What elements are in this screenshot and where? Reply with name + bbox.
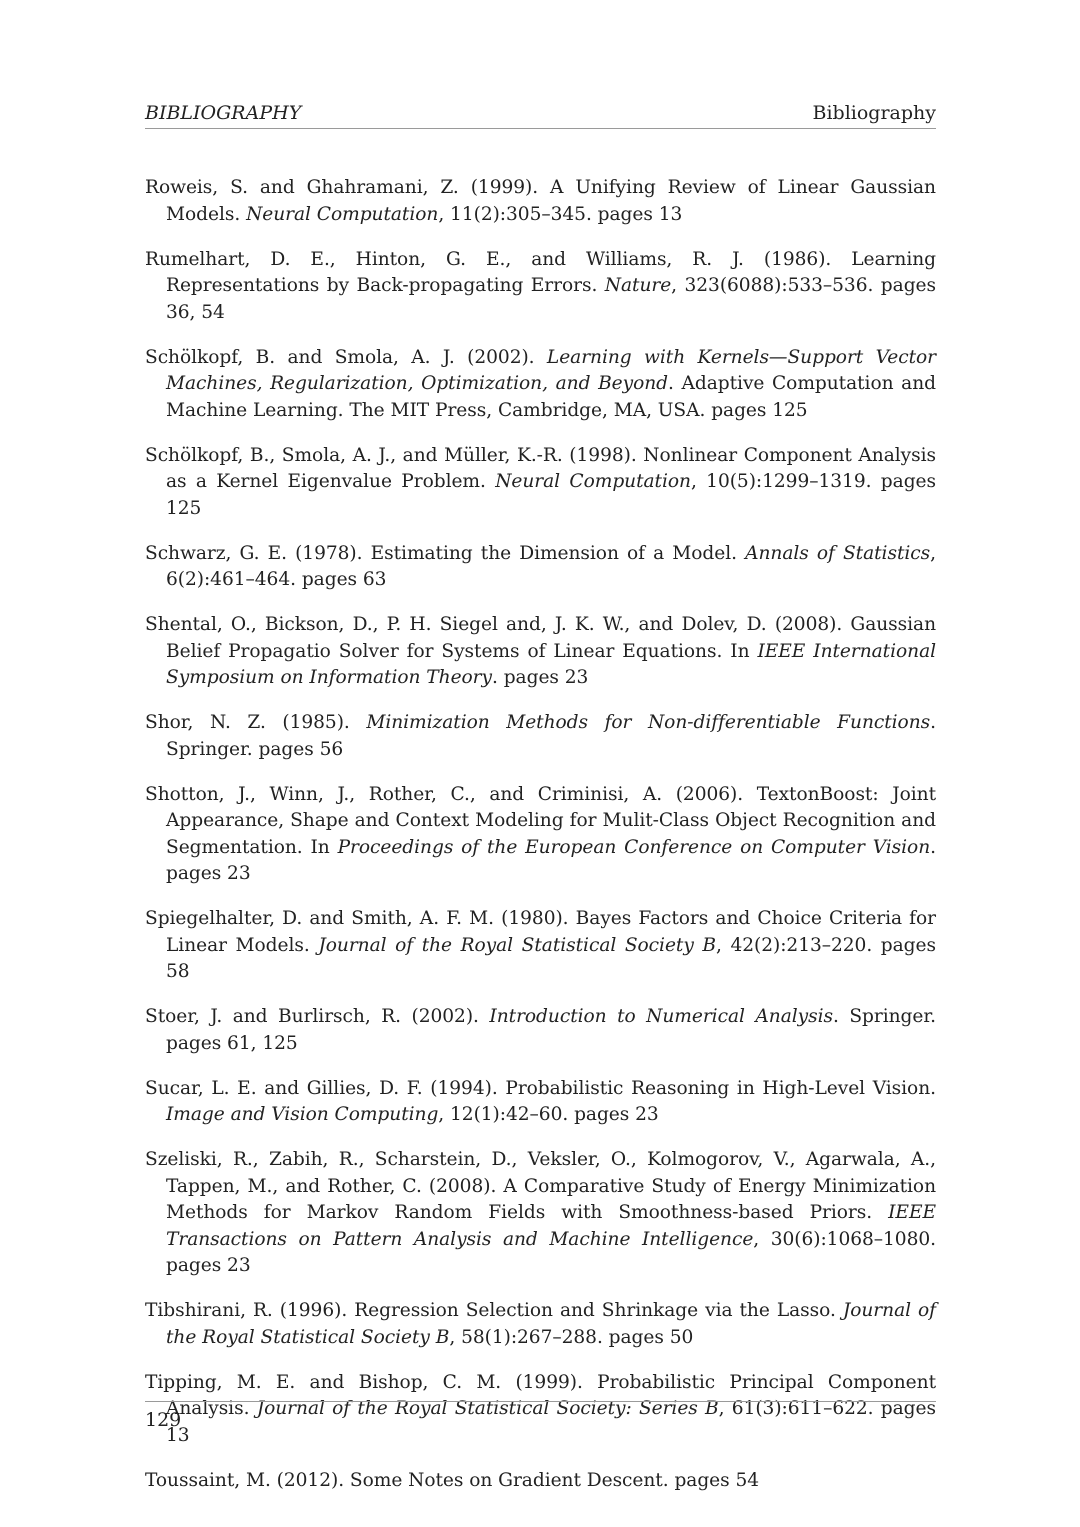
- reference-venue: Neural Computation: [246, 203, 439, 225]
- reference-entry: [145, 1468, 936, 1495]
- running-header: [145, 100, 936, 129]
- reference-venue: Journal of the Royal Statistical Society: Series B: [256, 1398, 719, 1419]
- reference-text: Spiegelhalter, D. and Smith, A. F. M. (1980). Bayes Factors and Choice Criteria for Linear Models.: [145, 908, 936, 956]
- reference-venue: Introduction to Numerical Analysis: [489, 1006, 833, 1027]
- chapter-header-label: BIBLIOGRAPHY: [145, 102, 302, 124]
- reference-entry: [145, 710, 936, 763]
- reference-venue: Learning with Kernels—Support Vector Machines, Regularization, Optimization, and Beyond: [166, 346, 936, 394]
- bibliography-page: [145, 0, 936, 1527]
- reference-entry: [145, 541, 936, 594]
- reference-entry: [145, 1004, 936, 1057]
- page-number: 129: [145, 1409, 182, 1431]
- reference-entry: [145, 906, 936, 986]
- reference-details: . Adaptive Computation and Machine Learning. The MIT Press, Cambridge, MA, USA. pages 125: [166, 373, 936, 421]
- reference-text: Schwarz, G. E. (1978). Estimating the Dimension of a Model.: [145, 542, 746, 564]
- reference-details: . pages 23: [491, 667, 589, 688]
- reference-details: , 10(5):1299–1319. pages 125: [166, 471, 936, 519]
- section-header-label: Bibliography: [812, 102, 936, 124]
- reference-venue: Journal of the Royal Statistical Society B: [318, 934, 716, 956]
- reference-text: Stoer, J. and Burlirsch, R. (2002).: [145, 1006, 490, 1027]
- reference-venue: IEEE International Symposium on Information Theory: [166, 640, 936, 688]
- reference-details: , 11(2):305–345. pages 13: [438, 203, 683, 225]
- reference-venue: IEEE Transactions on Pattern Analysis and Machine Intelligence: [166, 1202, 936, 1250]
- reference-entry: [145, 1298, 936, 1351]
- reference-details: . Springer. pages 56: [166, 712, 936, 760]
- reference-entry: [145, 175, 936, 228]
- reference-text: Toussaint, M. (2012). Some Notes on Gradient Descent. pages 54: [145, 1469, 760, 1491]
- reference-entry: [145, 345, 936, 425]
- reference-details: . pages 23: [166, 836, 936, 884]
- reference-details: . Springer. pages 61, 125: [166, 1006, 937, 1054]
- reference-details: , 6(2):461–464. pages 63: [166, 542, 936, 590]
- reference-text: Shental, O., Bickson, D., P. H. Siegel and, J. K. W., and Dolev, D. (2008). Gaussian Belief Propagatio Solver for Systems of Linear Equations. In: [145, 614, 936, 662]
- reference-venue: Proceedings of the European Conference on Computer Vision: [337, 836, 931, 858]
- reference-venue: Journal of the Royal Statistical Society B: [166, 1300, 936, 1348]
- reference-text: Tipping, M. E. and Bishop, C. M. (1999). Probabilistic Principal Component Analysis.: [145, 1371, 936, 1419]
- reference-text: Tibshirani, R. (1996). Regression Selection and Shrinkage via the Lasso.: [145, 1300, 843, 1321]
- reference-entry: [145, 247, 936, 327]
- reference-details: , 12(1):42–60. pages 23: [438, 1104, 659, 1125]
- reference-entry: [145, 1370, 936, 1450]
- reference-entry: [145, 1147, 936, 1280]
- reference-entry: [145, 612, 936, 692]
- reference-details: , 323(6088):533–536. pages 36, 54: [166, 275, 936, 323]
- reference-details: , 42(2):213–220. pages 58: [166, 934, 936, 982]
- reference-venue: Annals of Statistics: [745, 542, 931, 564]
- reference-text: Sucar, L. E. and Gillies, D. F. (1994). Probabilistic Reasoning in High-Level Vision.: [145, 1077, 936, 1099]
- reference-text: Shor, N. Z. (1985).: [145, 712, 367, 733]
- reference-entry: [145, 1076, 936, 1129]
- reference-list: [145, 175, 936, 1513]
- reference-text: Szeliski, R., Zabih, R., Scharstein, D., Veksler, O., Kolmogorov, V., Agarwala, A., Tappen, M., and Rother, C. (2008). A Comparative Study of Energy Minimization Methods for Markov Random Fields with Smoothness-based Priors.: [145, 1149, 936, 1223]
- reference-entry: [145, 782, 936, 888]
- reference-details: , 61(3):611–622. pages 13: [166, 1398, 936, 1446]
- reference-venue: Image and Vision Computing: [166, 1104, 439, 1125]
- reference-text: Schölkopf, B., Smola, A. J., and Müller, K.-R. (1998). Nonlinear Component Analysis as a Kernel Eigenvalue Problem.: [145, 444, 936, 492]
- reference-details: , 30(6):1068–1080. pages 23: [166, 1228, 937, 1276]
- reference-venue: Nature: [604, 275, 672, 296]
- reference-text: Roweis, S. and Ghahramani, Z. (1999). A Unifying Review of Linear Gaussian Models.: [145, 177, 936, 225]
- reference-details: , 58(1):267–288. pages 50: [449, 1326, 694, 1348]
- reference-text: Shotton, J., Winn, J., Rother, C., and Criminisi, A. (2006). TextonBoost: Joint Appearance, Shape and Context Modeling for Mulit-Class Object Recognition and Segmentation. In: [145, 783, 936, 858]
- reference-text: Rumelhart, D. E., Hinton, G. E., and Williams, R. J. (1986). Learning Representations by Back-propagating Errors.: [145, 248, 936, 296]
- footer-rule: [145, 1401, 936, 1402]
- reference-entry: [145, 443, 936, 523]
- reference-venue: Neural Computation: [495, 471, 691, 492]
- reference-text: Schölkopf, B. and Smola, A. J. (2002).: [145, 346, 547, 368]
- reference-venue: Minimization Methods for Non-differentiable Functions: [366, 712, 931, 733]
